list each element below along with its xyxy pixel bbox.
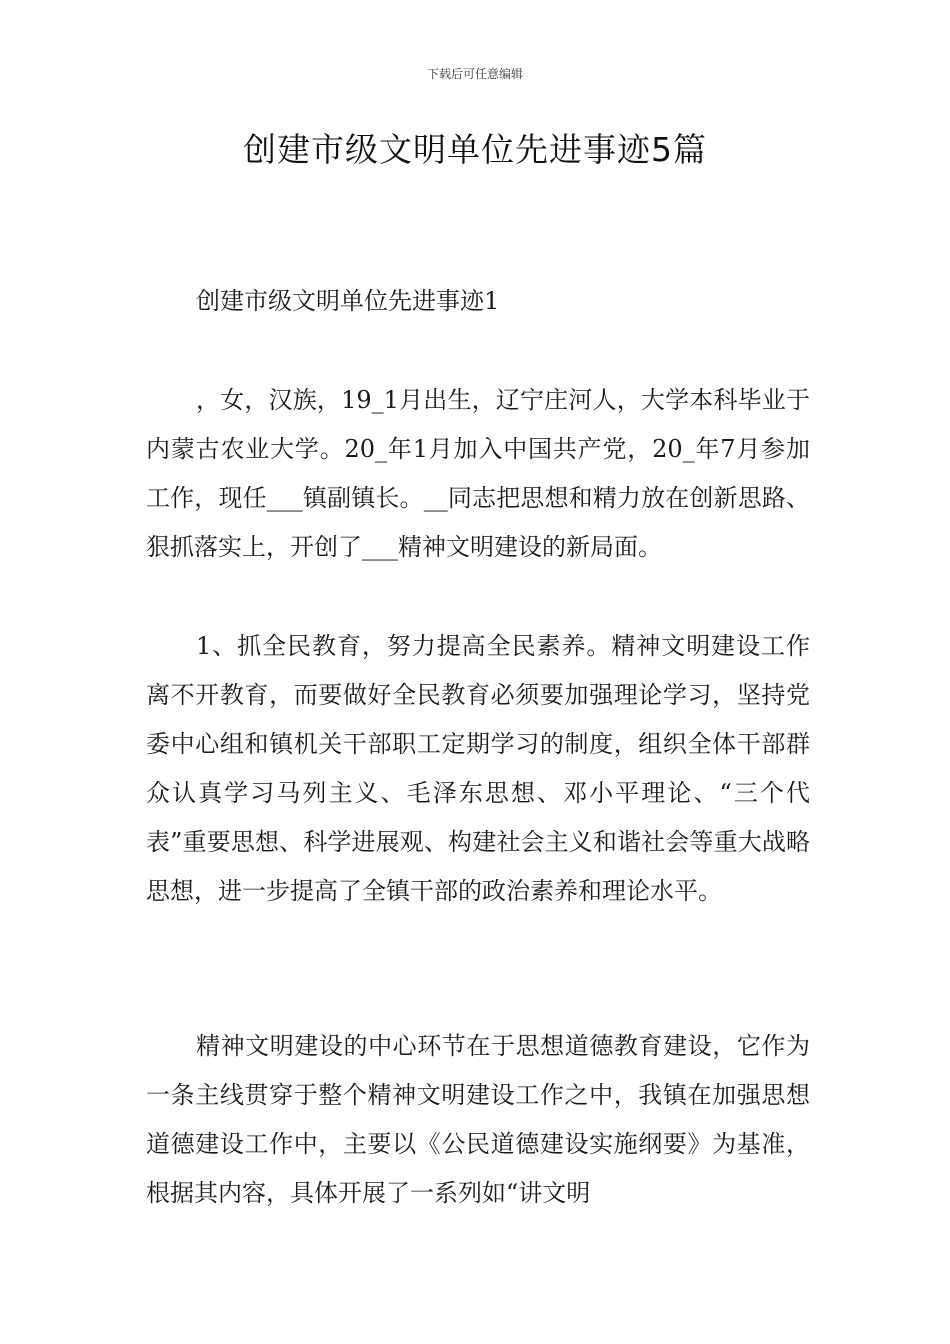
section-heading: 创建市级文明单位先进事迹1: [196, 287, 500, 315]
paragraph-intro: ，女，汉族，19_1月出生，辽宁庄河人，大学本科毕业于内蒙古农业大学。20_年1月加入中国共产党，20_年7月参加工作，现任___镇副镇长。__同志把思想和精力放在创新思路、狠抓落实上，开创了___精神文明建设的新局面。: [146, 386, 810, 561]
paragraph-education: 1、抓全民教育，努力提高全民素养。精神文明建设工作离不开教育，而要做好全民教育必须要加强理论学习，坚持党委中心组和镇机关干部职工定期学习的制度，组织全体干部群众认真学习马列主义、毛泽东思想、邓小平理论、“三个代表”重要思想、科学进展观、构建社会主义和谐社会等重大战略思想，进一步提高了全镇干部的政治素养和理论水平。: [146, 632, 810, 905]
header-note: 下载后可任意编辑: [426, 67, 523, 81]
document-title: 创建市级文明单位先进事迹5篇: [243, 130, 707, 169]
paragraph-moral-education: 精神文明建设的中心环节在于思想道德教育建设，它作为一条主线贯穿于整个精神文明建设工作之中，我镇在加强思想道德建设工作中，主要以《公民道德建设实施纲要》为基准，根据其内容，具体开展了一系列如“讲文明: [146, 1032, 810, 1207]
